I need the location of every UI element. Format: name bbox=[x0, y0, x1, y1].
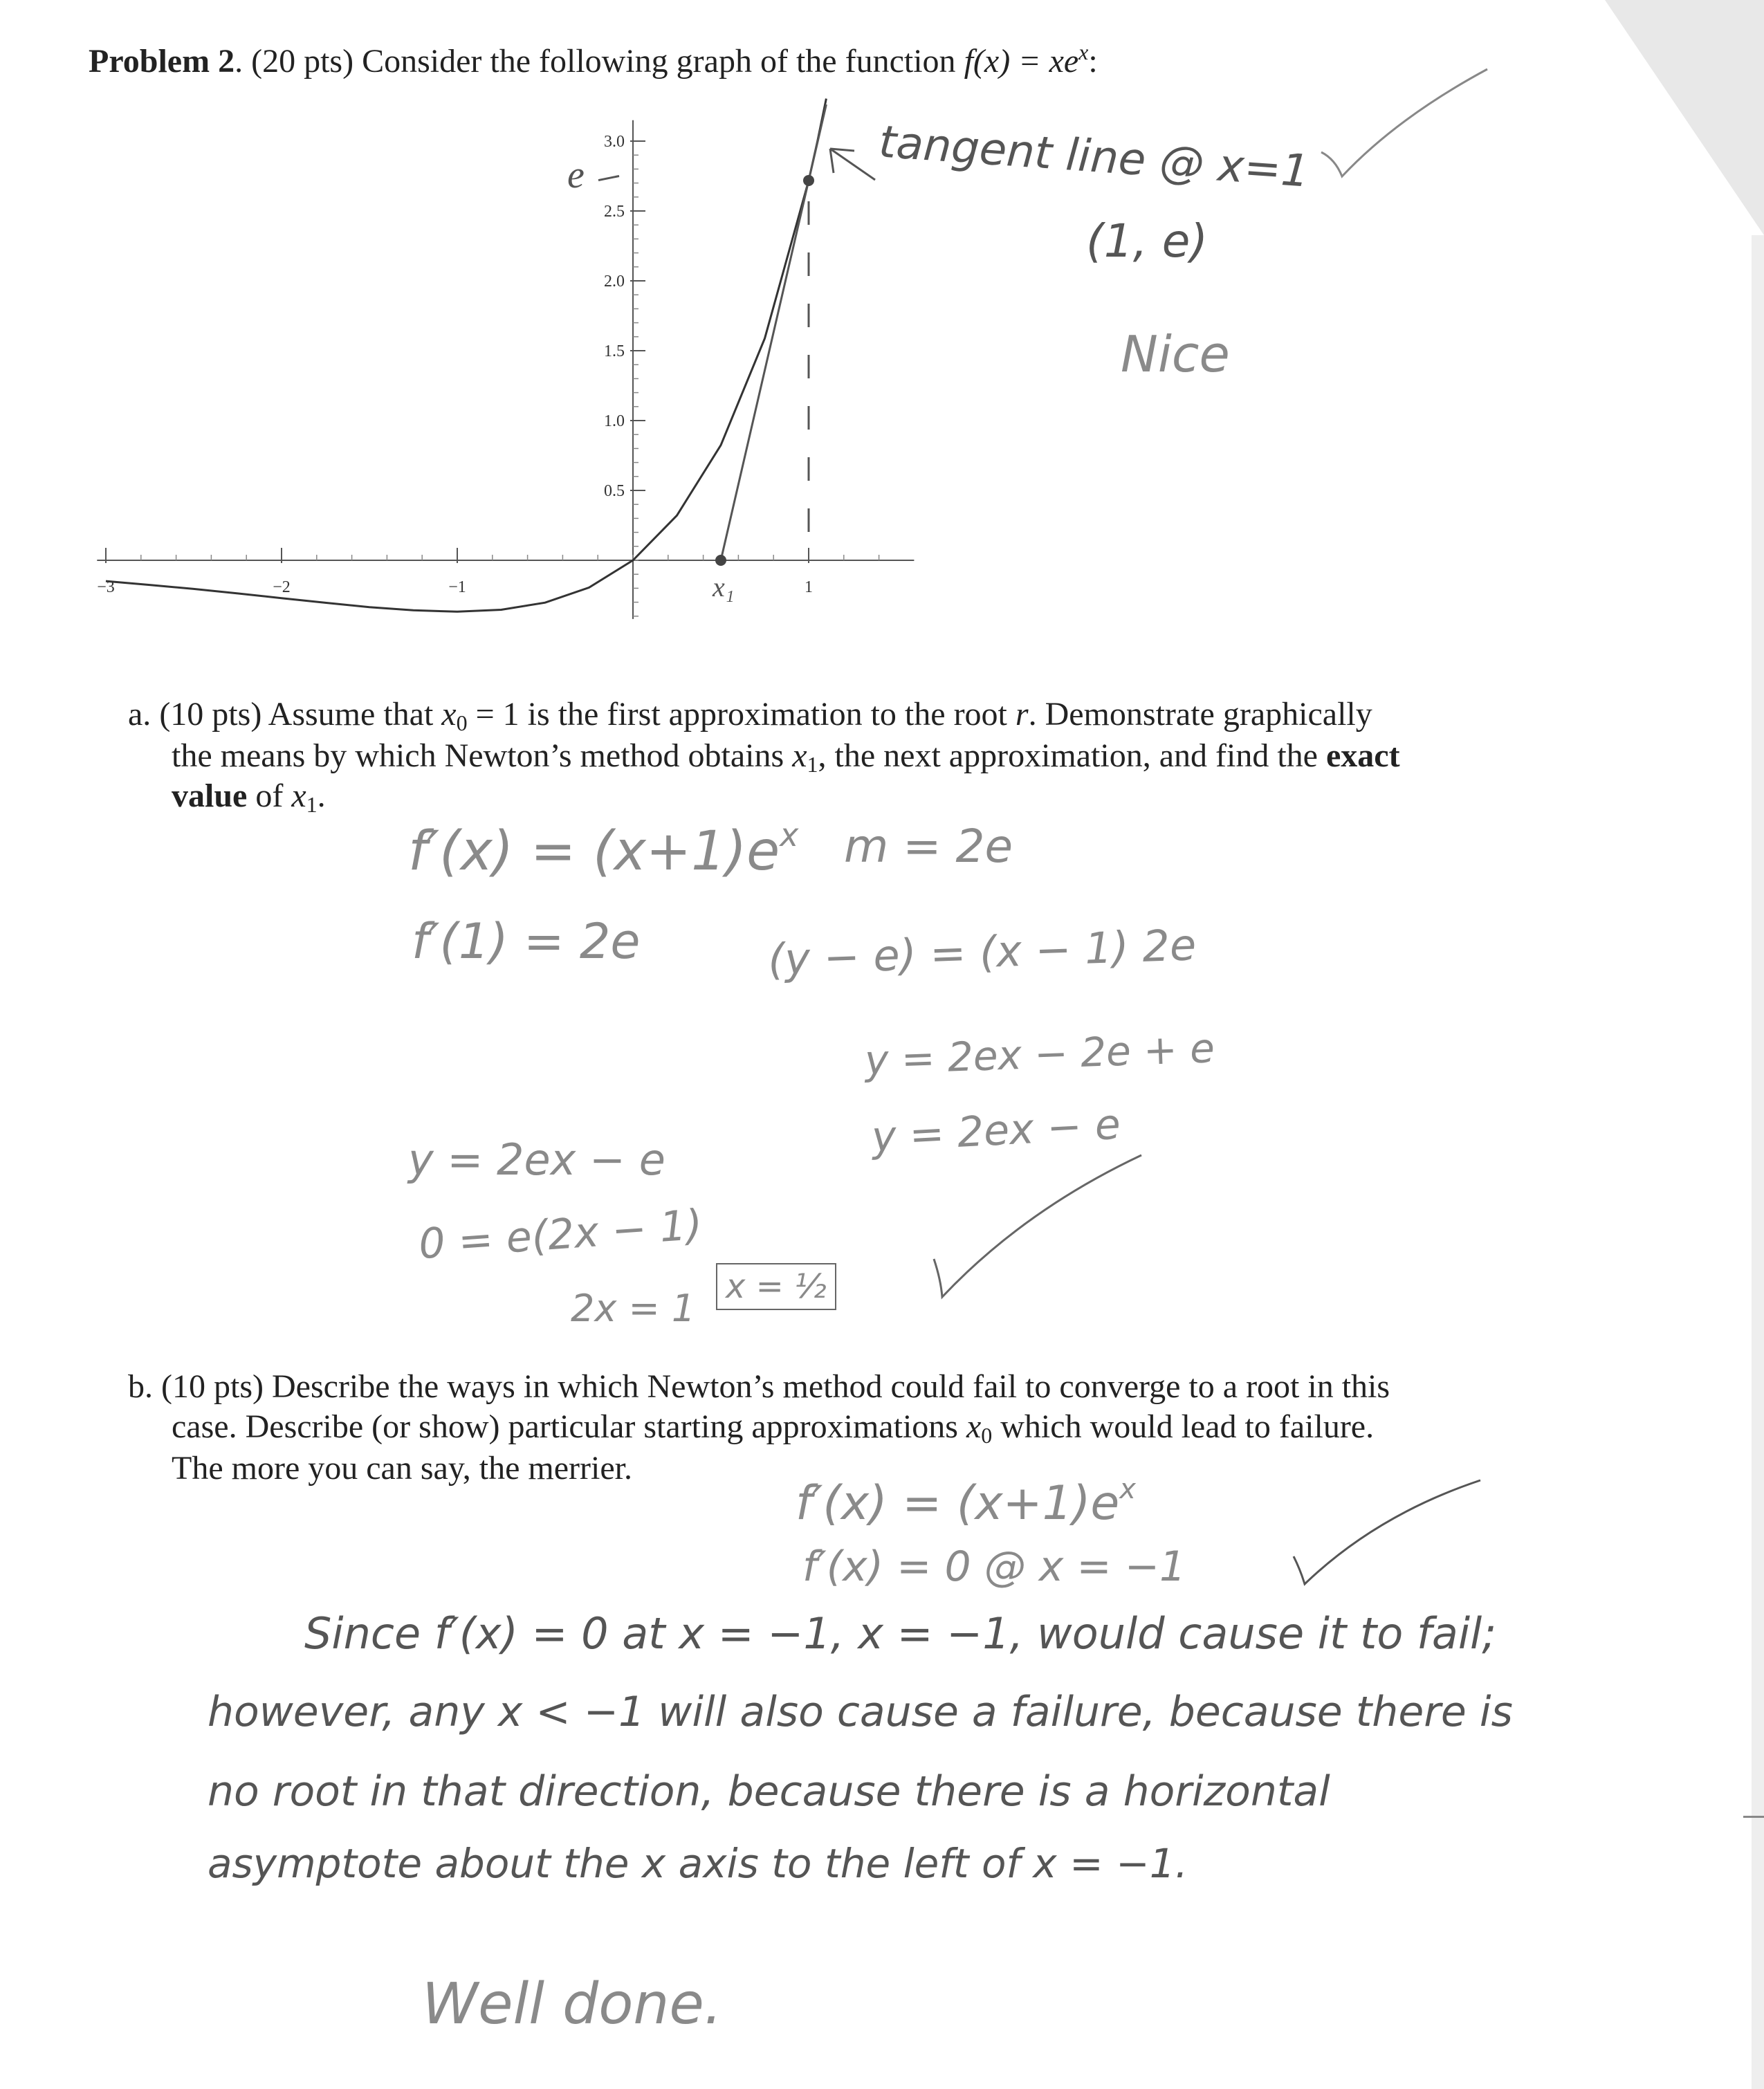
part-a-root-var: r bbox=[1015, 696, 1029, 733]
part-a-text-1: (10 pts) Assume that bbox=[159, 696, 434, 733]
page-edge-mark bbox=[1743, 1816, 1764, 1818]
part-a-text-4: the means by which Newton’s method obtains bbox=[172, 737, 784, 774]
part-a-text-6: of bbox=[255, 777, 284, 814]
work-a-expand: y = 2ex − 2e + e bbox=[863, 1024, 1215, 1084]
y-e-label: e bbox=[567, 153, 585, 196]
x-tick-label--3: −3 bbox=[97, 578, 115, 596]
checkmark-part-b bbox=[1287, 1473, 1487, 1591]
part-b-text-3: which would lead to failure. bbox=[1000, 1408, 1375, 1445]
part-a-x1-sub: 1 bbox=[807, 752, 818, 777]
part-a-x1-var-2: x bbox=[291, 777, 306, 814]
part-a-x1-sub-2: 1 bbox=[306, 792, 318, 817]
tangent-line bbox=[721, 104, 826, 560]
y-tick-label-3.0: 3.0 bbox=[604, 133, 625, 151]
work-b-critical-point: f′(x) = 0 @ x = −1 bbox=[802, 1543, 1186, 1591]
part-a-x0-sub: 0 bbox=[456, 710, 468, 735]
point-x1 bbox=[715, 555, 726, 566]
work-a-derivative-exp: x bbox=[780, 816, 799, 854]
checkmark-top bbox=[1314, 55, 1494, 180]
part-a-line-3 bbox=[172, 776, 326, 825]
problem-function-exponent: x bbox=[1078, 39, 1089, 64]
x-tick-label-1: 1 bbox=[805, 578, 813, 596]
y-tick-label-1.0: 1.0 bbox=[604, 412, 625, 430]
problem-points: (20 pts) bbox=[251, 43, 354, 80]
part-b-x0-sub: 0 bbox=[981, 1423, 993, 1448]
part-b-text-2: case. Describe (or show) particular starting approximations bbox=[172, 1408, 958, 1445]
y-tick-label-2.5: 2.5 bbox=[604, 203, 625, 221]
part-a-text-5: , the next approximation, and find the bbox=[818, 737, 1318, 774]
x-tick-label--1: −1 bbox=[448, 578, 466, 596]
work-a-derivative-at-1: f′(1) = 2e bbox=[412, 913, 641, 970]
work-a-derivative bbox=[408, 816, 798, 883]
part-a-label: a. bbox=[128, 696, 151, 733]
function-graph bbox=[0, 0, 1764, 692]
part-a-text-3: . Demonstrate graphically bbox=[1028, 696, 1372, 733]
point-1-e bbox=[803, 175, 814, 186]
work-a-simplified: y = 2ex − e bbox=[870, 1100, 1122, 1162]
annotation-point-1-e: (1, e) bbox=[1086, 214, 1209, 268]
tangent-arrow bbox=[830, 149, 875, 180]
work-a-derivative-text: f′(x) = (x+1)e bbox=[408, 820, 780, 883]
part-b-x0-var: x bbox=[966, 1408, 982, 1445]
annotation-tangent-line: tangent line @ x=1 bbox=[877, 116, 1312, 198]
x-tick-label--2: −2 bbox=[273, 578, 291, 596]
work-b-paragraph-1: Since f′(x) = 0 at x = −1, x = −1, would cause it to fail; bbox=[304, 1608, 1497, 1659]
work-a-factor: 0 = e(2x − 1) bbox=[417, 1200, 704, 1269]
y-tick-label-2.0: 2.0 bbox=[604, 273, 625, 291]
work-a-point-slope: (y − e) = (x − 1) 2e bbox=[766, 919, 1197, 985]
y-tick-label-0.5: 0.5 bbox=[604, 482, 625, 500]
annotation-nice: Nice bbox=[1121, 325, 1230, 383]
problem-function: f(x) = xe bbox=[964, 43, 1079, 80]
x1-label: x₁ bbox=[713, 571, 735, 602]
work-b-paragraph-4: asymptote about the x axis to the left of x = −1. bbox=[208, 1840, 1188, 1887]
work-a-slope: m = 2e bbox=[844, 820, 1013, 873]
problem-heading: Problem 2. (20 pts) Consider the following graph of the function $f(x) = xe^x$: bbox=[89, 39, 1098, 80]
part-a-x1-var: x bbox=[792, 737, 807, 774]
part-b-text-1: (10 pts) Describe the ways in which Newton’s method could fail to converge to a root in this bbox=[161, 1368, 1390, 1405]
work-b-derivative bbox=[796, 1473, 1136, 1531]
part-b-label: b. bbox=[128, 1368, 153, 1405]
work-b-derivative-exp: x bbox=[1119, 1473, 1136, 1505]
part-a-text-2: = 1 is the first approximation to the root bbox=[475, 696, 1007, 733]
part-a-bold-exact: exact bbox=[1325, 737, 1400, 774]
checkmark-part-a bbox=[927, 1148, 1148, 1307]
work-a-tangent-eq: y = 2ex − e bbox=[408, 1134, 665, 1185]
y-tick-label-1.5: 1.5 bbox=[604, 342, 625, 360]
problem-colon: : bbox=[1088, 43, 1098, 80]
work-b-derivative-text: f′(x) = (x+1)e bbox=[796, 1476, 1120, 1531]
part-a-text-7: . bbox=[317, 777, 326, 814]
work-a-solve: 2x = 1 bbox=[571, 1287, 696, 1330]
part-b-line-1 bbox=[128, 1367, 1390, 1407]
part-a-bold-value: value bbox=[172, 777, 248, 814]
problem-text: Consider the following graph of the function bbox=[362, 43, 956, 80]
e-tick-mark bbox=[598, 176, 619, 181]
part-a-x0-var: x bbox=[441, 696, 457, 733]
grader-comment-well-done: Well done. bbox=[422, 1971, 722, 2037]
work-b-paragraph-2: however, any x < −1 will also cause a failure, because there is bbox=[208, 1688, 1513, 1736]
graph-axes bbox=[97, 120, 914, 619]
work-b-paragraph-3: no root in that direction, because there is a horizontal bbox=[208, 1767, 1330, 1816]
part-a-line-2 bbox=[172, 736, 1400, 784]
work-a-answer-box: x = ½ bbox=[716, 1263, 836, 1310]
graph-ticks bbox=[97, 133, 879, 616]
problem-label: Problem 2 bbox=[89, 43, 235, 80]
part-b-line-3: The more you can say, the merrier. bbox=[172, 1450, 632, 1487]
function-curve bbox=[106, 99, 826, 612]
